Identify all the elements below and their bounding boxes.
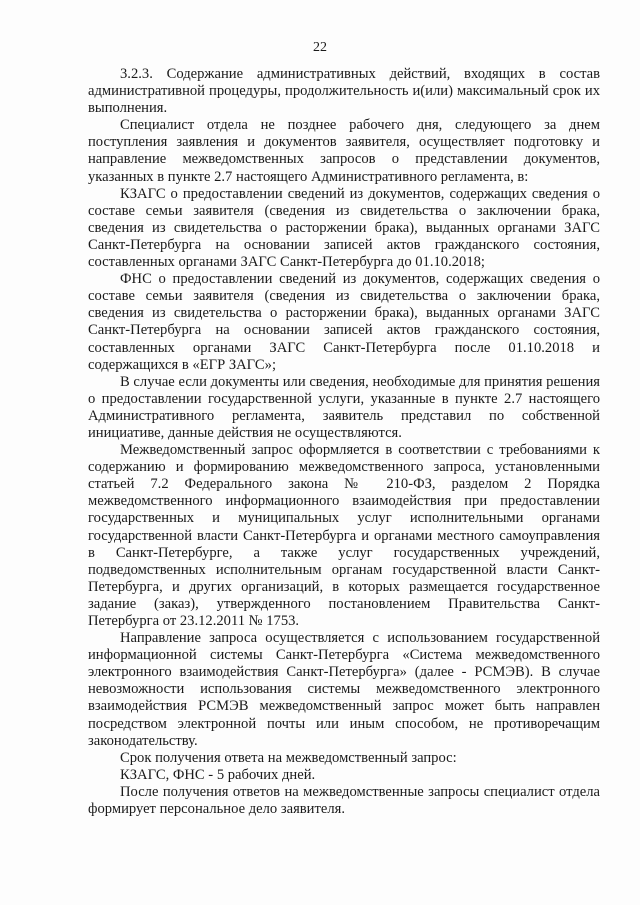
paragraph-deadline-value: КЗАГС, ФНС - 5 рабочих дней. [120,766,316,783]
paragraph-personal-file: После получения ответов на межведомственные запросы специалист отдела формирует персональное дело заявителя. [88,783,600,818]
paragraph-fns-request: ФНС о предоставлении сведений из документов, содержащих сведения о составе семьи заявителя (сведения из свидетельства о заключении брака, сведения из свидетельства о расторжении брака), выданных органами ЗАГС Санкт-Петербурга на основании записей актов гражданского состояния, составленных органами ЗАГС Санкт-Петербурга после 01.10.2018 и содержащихся в «ЕГР ЗАГС»; [88,271,600,373]
paragraph-rsmev: Направление запроса осуществляется с использованием государственной информационной системы Санкт-Петербурга «Система межведомственного электронного взаимодействия Санкт-Петербурга» (далее - РСМЭВ). В случае невозможности использования системы межведомственного электронного взаимодействия РСМЭВ межведомственный запрос может быть направлен посредством электронной почты или иным способом, не противоречащим законодательству. [88,630,600,749]
paragraph-own-initiative: В случае если документы или сведения, необходимые для принятия решения о предоставлении государственной услуги, указанные в пункте 2.7 настоящего Административного регламента, заявитель представил по собственной инициативе, данные действия не осуществляются. [88,373,600,441]
document-body [88,66,600,818]
paragraph-section-heading: 3.2.3. Содержание административных действий, входящих в состав административной процедуры, продолжительность и(или) максимальный срок их выполнения. [88,66,600,117]
paragraph-request-format: Межведомственный запрос оформляется в соответствии с требованиями к содержанию и формированию межведомственного запроса, установленными статьей 7.2 Федерального закона № 210-ФЗ, разделом 2 Порядка межведомственного информационного взаимодействия при предоставлении государственных и муниципальных услуг исполнительными органами государственной власти Санкт-Петербурга и органами местного самоуправления в Санкт-Петербурге, а также услуг государственных учреждений, подведомственных исполнительным органам государственной власти Санкт-Петербурга, и других организаций, в которых размещается государственное задание (заказ), утвержденного постановлением Правительства Санкт-Петербурга от 23.12.2011 № 1753. [88,442,600,629]
page-number: 22 [313,40,327,55]
paragraph-response-deadline: Срок получения ответа на межведомственный запрос: [120,749,457,766]
paragraph-kzags-request: КЗАГС о предоставлении сведений из документов, содержащих сведения о составе семьи заявителя (сведения из свидетельства о заключении брака, сведения из свидетельства о расторжении брака), выданных органами ЗАГС Санкт-Петербурга на основании записей актов гражданского состояния, составленных органами ЗАГС Санкт-Петербурга до 01.10.2018; [88,185,600,271]
paragraph-specialist-duties: Специалист отдела не позднее рабочего дня, следующего за днем поступления заявления и документов заявителя, осуществляет подготовку и направление межведомственных запросов о представлении документов, указанных в пункте 2.7 настоящего Административного регламента, в: [88,117,600,185]
